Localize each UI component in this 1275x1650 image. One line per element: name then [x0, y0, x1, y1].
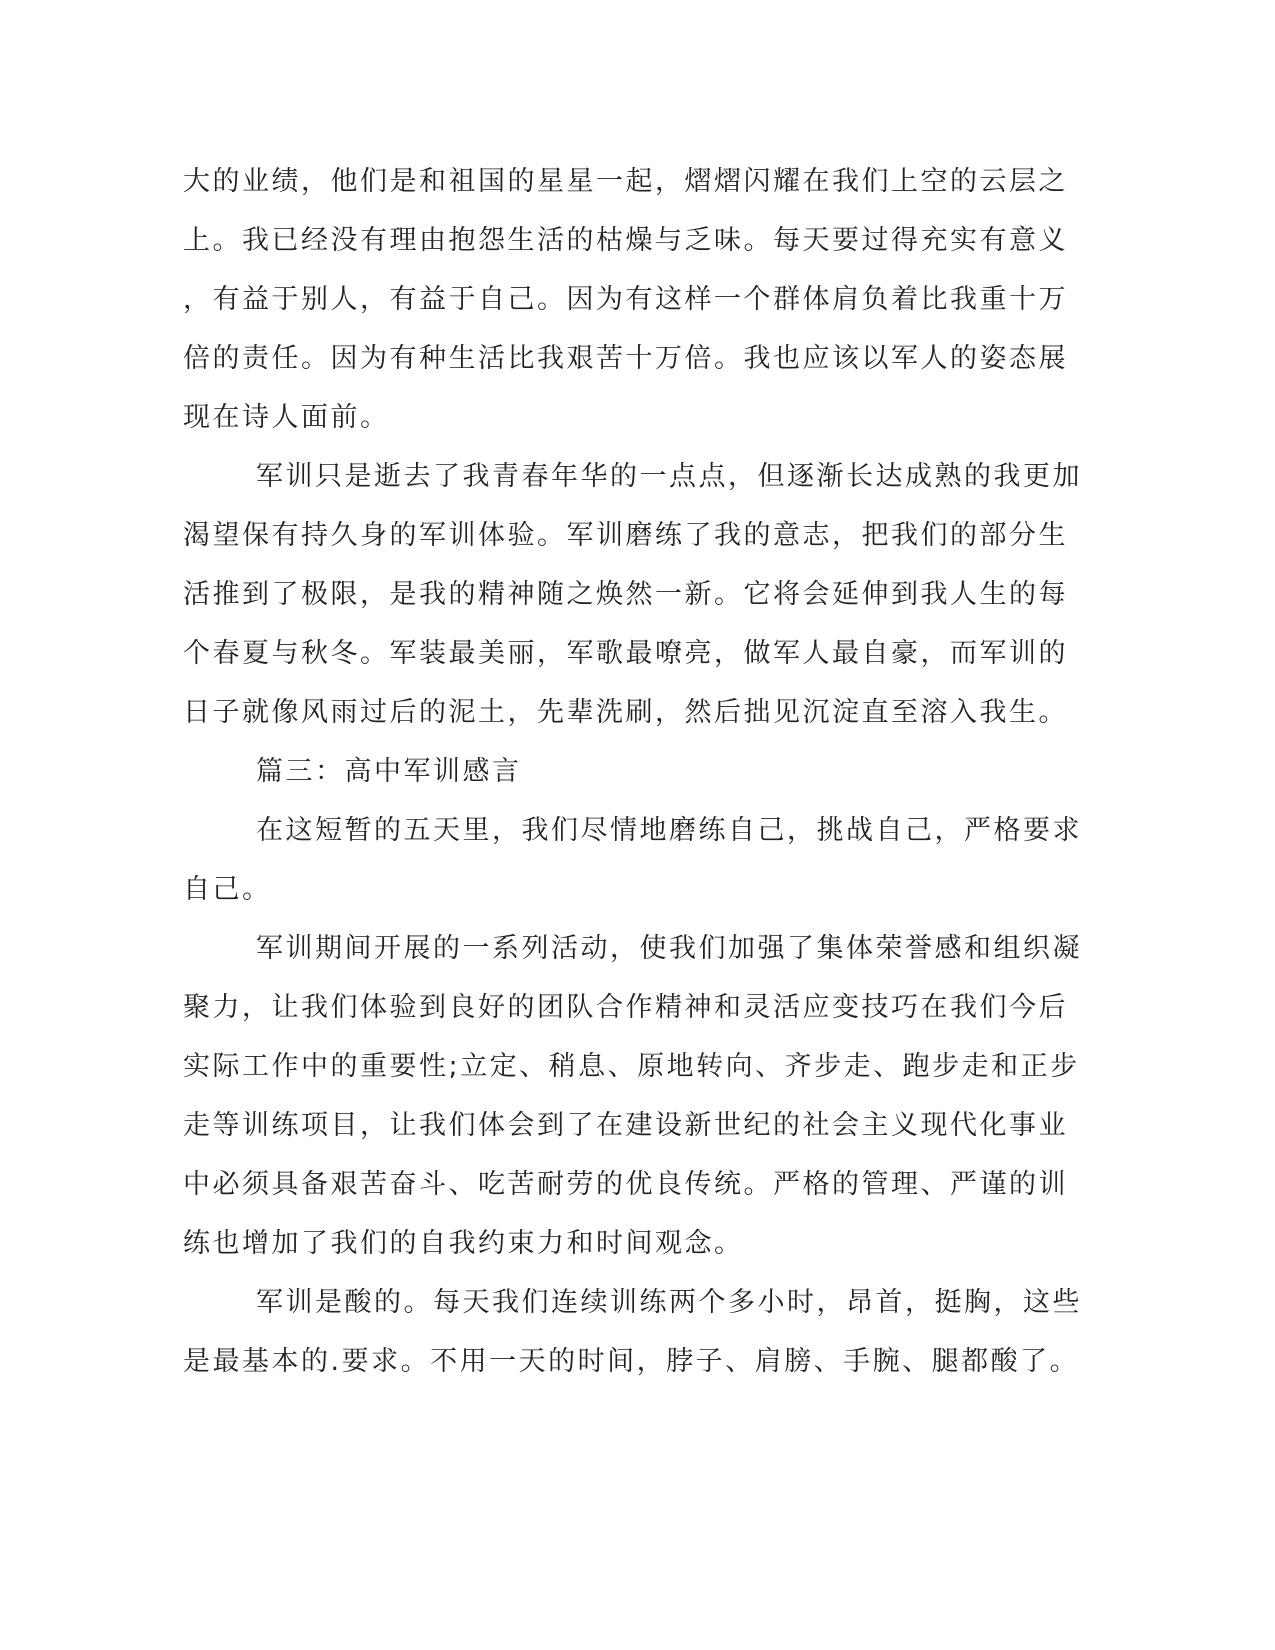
paragraph-5: [183, 1273, 1082, 1391]
text-line: 军训期间开展的一系列活动，使我们加强了集体荣誉感和组织凝: [256, 933, 1082, 964]
section-heading: [183, 742, 1043, 801]
text-line: 军训只是逝去了我青春年华的一点点，但逐渐长达成熟的我更加: [256, 461, 1082, 492]
section-heading-text: 篇三：高中军训感言: [256, 756, 522, 787]
text-line: 上。我已经没有理由抱怨生活的枯燥与乏味。每天要过得充实有意义: [183, 225, 1068, 256]
text-line: 倍的责任。因为有种生活比我艰苦十万倍。我也应该以军人的姿态展: [183, 343, 1068, 374]
paragraph-2: [183, 447, 1082, 742]
text-line: 在这短暂的五天里，我们尽情地磨练自己，挑战自己，严格要求: [256, 815, 1082, 846]
paragraph-4: [183, 919, 1082, 1273]
paragraph-3: [183, 801, 1082, 919]
text-line: ，有益于别人，有益于自己。因为有这样一个群体肩负着比我重十万: [183, 284, 1068, 315]
text-line: 聚力，让我们体验到良好的团队合作精神和灵活应变技巧在我们今后: [183, 992, 1068, 1023]
text-line: 个春夏与秋冬。军装最美丽，军歌最嘹亮，做军人最自豪，而军训的: [183, 638, 1068, 669]
text-line: 活推到了极限，是我的精神随之焕然一新。它将会延伸到我人生的每: [183, 579, 1068, 610]
text-line: 是最基本的.要求。不用一天的时间，脖子、肩膀、手腕、腿都酸了。: [183, 1346, 1080, 1377]
text-line: 现在诗人面前。: [183, 402, 390, 433]
text-line: 渴望保有持久身的军训体验。军训磨练了我的意志，把我们的部分生: [183, 520, 1068, 551]
text-line: 大的业绩，他们是和祖国的星星一起，熠熠闪耀在我们上空的云层之: [183, 166, 1068, 197]
paragraph-1: [183, 152, 1068, 447]
text-line: 中必须具备艰苦奋斗、吃苦耐劳的优良传统。严格的管理、严谨的训: [183, 1169, 1068, 1200]
text-line: 自己。: [183, 874, 272, 905]
document-page: [183, 152, 1082, 1391]
text-line: 练也增加了我们的自我约束力和时间观念。: [183, 1228, 744, 1259]
text-line: 日子就像风雨过后的泥土，先辈洗刷，然后拙见沉淀直至溶入我生。: [183, 697, 1068, 728]
text-line: 实际工作中的重要性;立定、稍息、原地转向、齐步走、跑步走和正步: [183, 1051, 1080, 1082]
text-line: 走等训练项目，让我们体会到了在建设新世纪的社会主义现代化事业: [183, 1110, 1068, 1141]
text-line: 军训是酸的。每天我们连续训练两个多小时，昂首，挺胸，这些: [256, 1287, 1082, 1318]
